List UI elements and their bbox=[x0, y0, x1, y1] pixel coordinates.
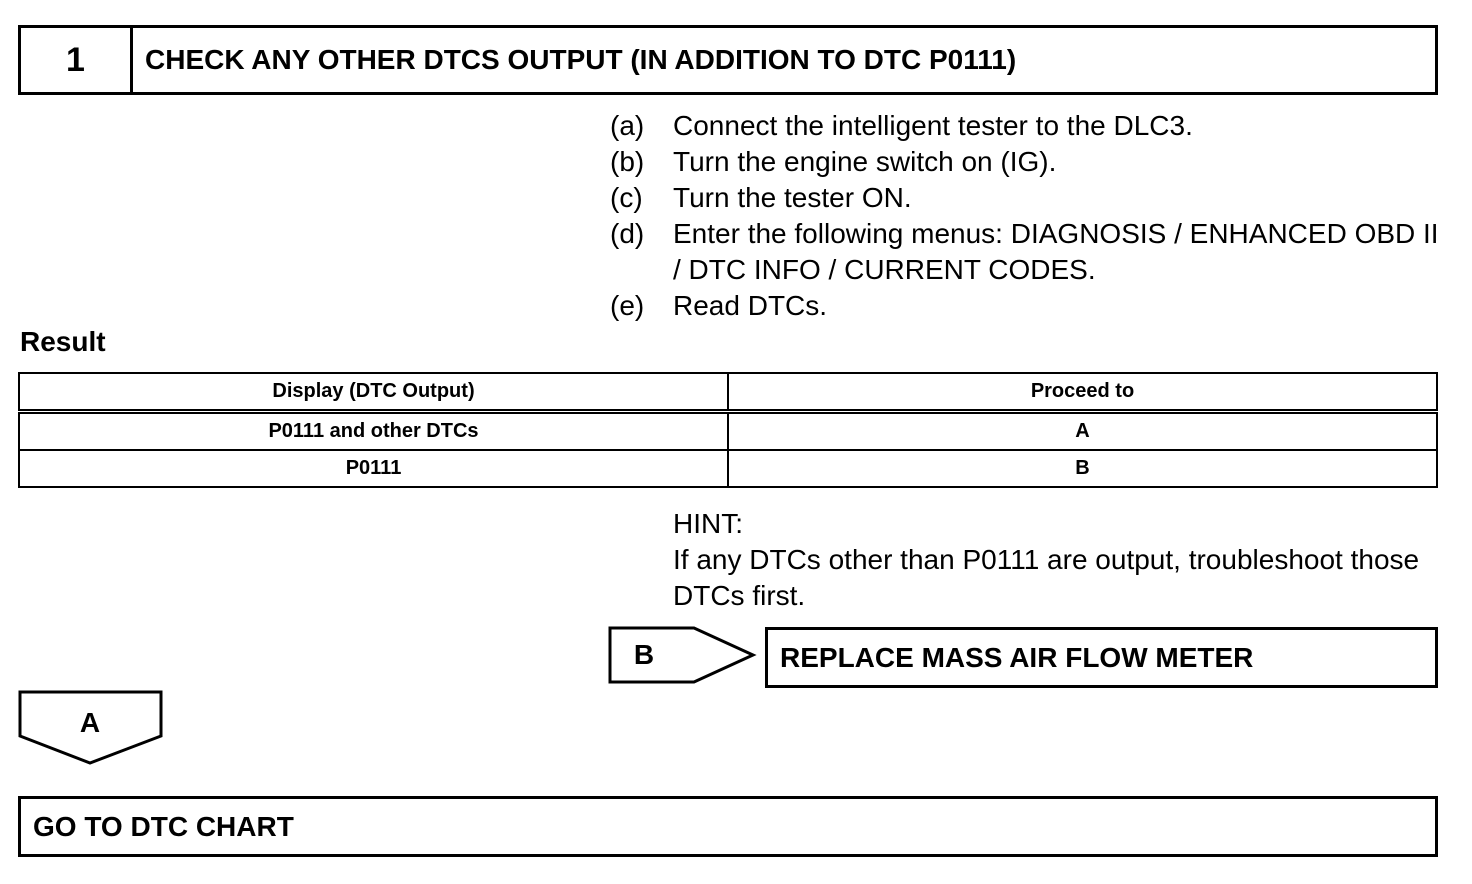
table-cell: A bbox=[728, 412, 1437, 451]
instruction-letter: (c) bbox=[610, 182, 643, 213]
table-row bbox=[19, 412, 1437, 451]
instruction-text: Connect the intelligent tester to the DLC3. bbox=[673, 110, 1193, 141]
step-title: CHECK ANY OTHER DTCS OUTPUT (IN ADDITION TO DTC P0111) bbox=[145, 44, 1017, 75]
table-header-row bbox=[19, 373, 1437, 412]
result-heading: Result bbox=[20, 326, 106, 357]
instruction-item bbox=[610, 180, 1440, 216]
branch-a-arrow bbox=[18, 690, 164, 766]
step-header bbox=[18, 25, 1438, 95]
branch-a-action-text: GO TO DTC CHART bbox=[33, 810, 294, 842]
branch-b-label: B bbox=[633, 639, 655, 670]
branch-a-action bbox=[18, 796, 1438, 857]
instruction-letter: (a) bbox=[610, 110, 645, 141]
instruction-text: Enter the following menus: DIAGNOSIS / ENHANCED OBD II / DTC INFO / CURRENT CODES. bbox=[673, 218, 1439, 285]
instruction-text: Turn the tester ON. bbox=[673, 182, 912, 213]
table-cell: B bbox=[728, 450, 1437, 487]
instruction-letter: (d) bbox=[610, 218, 645, 249]
branch-a-label: A bbox=[79, 707, 101, 738]
hint-text: If any DTCs other than P0111 are output, troubleshoot those DTCs first. bbox=[673, 544, 1420, 611]
column-header-display: Display (DTC Output) bbox=[19, 373, 728, 412]
instruction-item bbox=[610, 216, 1440, 288]
instruction-item bbox=[610, 144, 1440, 180]
instruction-text: Read DTCs. bbox=[673, 290, 828, 321]
result-table bbox=[18, 372, 1438, 488]
instruction-item bbox=[610, 288, 1440, 324]
branch-b-arrow bbox=[608, 626, 758, 686]
instruction-list bbox=[610, 108, 1440, 324]
instruction-text: Turn the engine switch on (IG). bbox=[673, 146, 1057, 177]
branch-b-action bbox=[765, 627, 1438, 688]
instruction-letter: (b) bbox=[610, 146, 645, 177]
hint-block bbox=[673, 506, 1433, 614]
step-number: 1 bbox=[21, 28, 133, 92]
instruction-letter: (e) bbox=[610, 290, 645, 321]
instruction-item bbox=[610, 108, 1440, 144]
hint-label: HINT: bbox=[673, 508, 743, 539]
table-cell: P0111 bbox=[19, 450, 728, 487]
table-cell: P0111 and other DTCs bbox=[19, 412, 728, 451]
branch-b-action-text: REPLACE MASS AIR FLOW METER bbox=[780, 641, 1254, 673]
column-header-proceed: Proceed to bbox=[728, 373, 1437, 412]
table-row bbox=[19, 450, 1437, 487]
